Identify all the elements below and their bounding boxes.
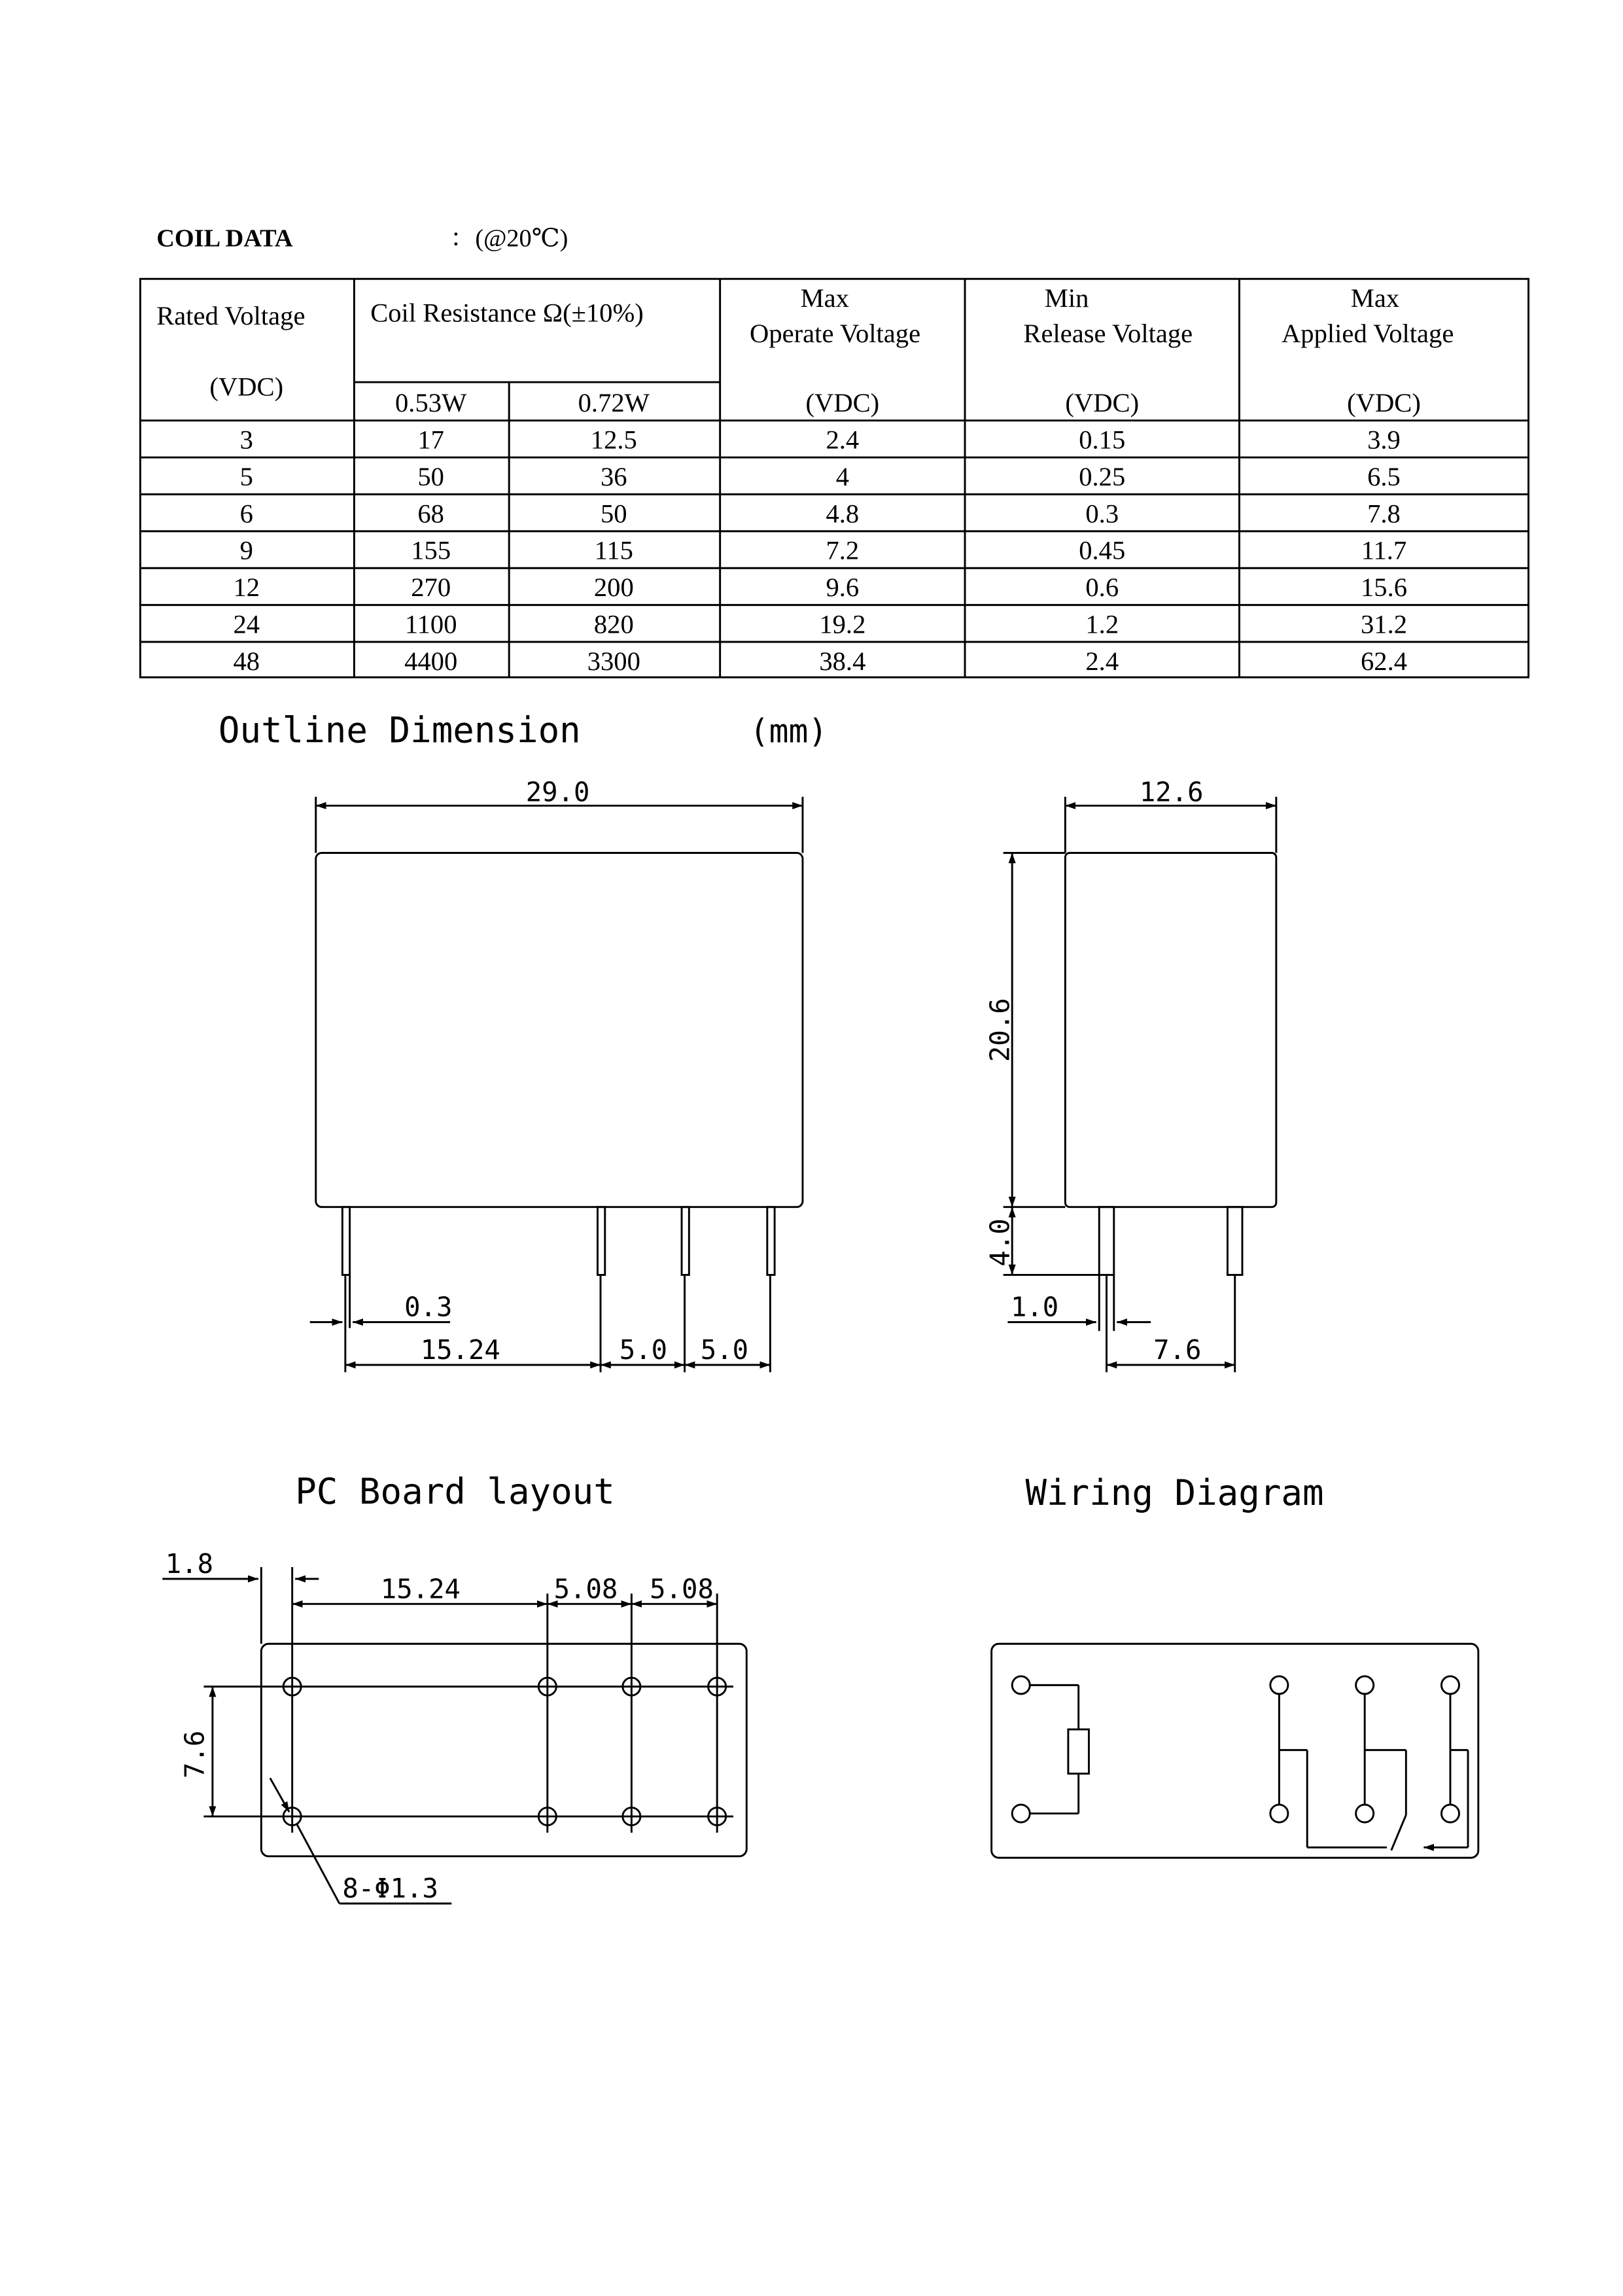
- cell-rated-voltage: 24: [233, 609, 260, 639]
- coil-data-section: [140, 225, 1528, 678]
- outline-unit: (mm): [749, 712, 828, 751]
- cell-resistance-072w: 3300: [587, 646, 640, 676]
- pc-board-section: [162, 1471, 746, 1904]
- contact-terminal: [1270, 1805, 1288, 1822]
- outline-side-labels: [985, 777, 1204, 1366]
- dim-pitch-main: 15.24: [420, 1333, 500, 1366]
- header-release-unit: (VDC): [1065, 388, 1140, 418]
- cell-applied-voltage: 11.7: [1361, 535, 1407, 565]
- cell-resistance-072w: 50: [601, 499, 627, 529]
- cell-applied-voltage: 6.5: [1367, 461, 1401, 491]
- cell-rated-voltage: 5: [239, 461, 253, 491]
- dim-pcb-pitch-a: 5.08: [553, 1573, 618, 1605]
- contact-terminal: [1441, 1805, 1459, 1822]
- header-coil-resistance: Coil Resistance Ω(±10%): [370, 298, 644, 328]
- header-applied-unit: (VDC): [1347, 388, 1421, 418]
- header-applied-line2: Applied Voltage: [1282, 319, 1454, 349]
- dim-pcb-holes: 8-Φ1.3: [342, 1873, 438, 1905]
- dim-pcb-row-spacing: 7.6: [179, 1730, 211, 1779]
- outline-front-labels: [404, 777, 748, 1366]
- cell-resistance-053w: 17: [417, 425, 444, 455]
- contact-terminal: [1441, 1676, 1459, 1694]
- pcb-drawing: [162, 1567, 746, 1903]
- outline-dimension-section: [218, 709, 1276, 1372]
- cell-release-voltage: 0.25: [1079, 461, 1126, 491]
- contact-terminal: [1356, 1805, 1374, 1822]
- dim-pcb-edge: 1.8: [165, 1547, 214, 1580]
- cell-applied-voltage: 15.6: [1360, 573, 1408, 603]
- cell-resistance-072w: 12.5: [590, 425, 637, 455]
- outline-front-view: [310, 797, 803, 1373]
- cell-resistance-072w: 36: [601, 461, 627, 491]
- cell-resistance-053w: 155: [411, 535, 451, 565]
- relay-pin-side: [1099, 1207, 1114, 1275]
- header-release-line2: Release Voltage: [1023, 319, 1193, 349]
- cell-release-voltage: 2.4: [1085, 646, 1119, 676]
- dim-row-spacing: 7.6: [1153, 1333, 1202, 1366]
- cell-rated-voltage: 12: [233, 573, 260, 603]
- cell-applied-voltage: 3.9: [1367, 425, 1401, 455]
- dim-pitch-a: 5.0: [619, 1333, 668, 1366]
- cell-resistance-053w: 50: [417, 461, 444, 491]
- relay-pin: [342, 1207, 349, 1275]
- header-power-053w: 0.53W: [395, 388, 467, 418]
- header-applied-line1: Max: [1350, 283, 1400, 313]
- coil-data-title: COIL DATA: [156, 224, 293, 253]
- cell-resistance-072w: 115: [594, 535, 633, 565]
- cell-resistance-053w: 270: [411, 573, 451, 603]
- relay-body-side: [1065, 853, 1276, 1207]
- table-row: [240, 425, 1401, 455]
- wiring-diagram-section: [992, 1472, 1478, 1858]
- table-row: [233, 646, 1407, 676]
- cell-resistance-072w: 820: [593, 609, 634, 639]
- dim-pin-gap: 1.0: [1010, 1291, 1059, 1323]
- outline-title: Outline Dimension: [218, 709, 581, 751]
- header-rated-voltage: Rated Voltage: [156, 301, 305, 331]
- cell-applied-voltage: 7.8: [1367, 499, 1401, 529]
- cell-release-voltage: 0.15: [1079, 425, 1126, 455]
- cell-rated-voltage: 48: [233, 646, 260, 676]
- cell-resistance-053w: 4400: [404, 646, 458, 676]
- cell-resistance-053w: 68: [417, 499, 444, 529]
- cell-resistance-053w: 1100: [404, 609, 457, 639]
- dim-pin-width: 0.3: [404, 1291, 453, 1323]
- contact-terminal: [1356, 1676, 1374, 1694]
- cell-release-voltage: 0.6: [1085, 573, 1119, 603]
- pcb-outline: [261, 1644, 746, 1856]
- cell-rated-voltage: 9: [239, 535, 253, 565]
- dim-pcb-pitch-main: 15.24: [380, 1573, 461, 1605]
- coil-data-condition: ：(@20℃): [449, 224, 568, 253]
- header-power-072w: 0.72W: [578, 388, 650, 418]
- cell-release-voltage: 0.3: [1085, 499, 1119, 529]
- table-row: [240, 536, 1407, 565]
- table-body: [233, 425, 1407, 676]
- header-rated-unit: (VDC): [209, 372, 284, 402]
- cell-operate-voltage: 7.2: [826, 535, 860, 565]
- pcb-holes: [283, 1678, 726, 1826]
- outline-side-view: [1003, 797, 1276, 1373]
- dim-depth: 12.6: [1139, 776, 1204, 808]
- relay-body-front: [316, 853, 803, 1207]
- cell-operate-voltage: 19.2: [819, 609, 866, 639]
- header-operate-unit: (VDC): [805, 388, 880, 418]
- pcb-title: PC Board layout: [295, 1470, 615, 1512]
- cell-operate-voltage: 4.8: [826, 499, 860, 529]
- relay-pin: [767, 1207, 775, 1275]
- coil-resistor: [1068, 1729, 1089, 1774]
- cell-release-voltage: 1.2: [1085, 609, 1119, 639]
- relay-pin-side: [1227, 1207, 1242, 1275]
- cell-release-voltage: 0.45: [1079, 535, 1126, 565]
- dim-height: 20.6: [984, 998, 1016, 1062]
- cell-rated-voltage: 6: [239, 499, 253, 529]
- cell-resistance-072w: 200: [593, 573, 634, 603]
- dim-pin-length: 4.0: [984, 1218, 1016, 1267]
- table-row: [240, 499, 1401, 528]
- coil-terminal: [1012, 1805, 1030, 1822]
- cell-applied-voltage: 31.2: [1360, 609, 1408, 639]
- contact-terminal: [1270, 1676, 1288, 1694]
- relay-pin: [598, 1207, 605, 1275]
- cell-operate-voltage: 9.6: [826, 573, 860, 603]
- dim-pcb-pitch-b: 5.08: [650, 1573, 714, 1605]
- table-row: [240, 462, 1401, 491]
- dim-pitch-b: 5.0: [700, 1333, 749, 1366]
- table-header: [156, 283, 1454, 417]
- cell-operate-voltage: 4: [835, 461, 850, 491]
- header-operate-line1: Max: [800, 283, 849, 313]
- wiring-title: Wiring Diagram: [1025, 1472, 1324, 1514]
- coil-terminal: [1012, 1676, 1030, 1694]
- header-release-line1: Min: [1044, 283, 1089, 313]
- wiring-drawing: [992, 1644, 1478, 1858]
- dim-width: 29.0: [525, 776, 590, 808]
- cell-operate-voltage: 38.4: [819, 646, 866, 676]
- cell-rated-voltage: 3: [239, 425, 253, 455]
- relay-pin: [682, 1207, 689, 1275]
- header-operate-line2: Operate Voltage: [750, 319, 921, 349]
- cell-applied-voltage: 62.4: [1360, 646, 1408, 676]
- table-row: [233, 573, 1407, 602]
- cell-operate-voltage: 2.4: [826, 425, 860, 455]
- table-row: [233, 609, 1407, 639]
